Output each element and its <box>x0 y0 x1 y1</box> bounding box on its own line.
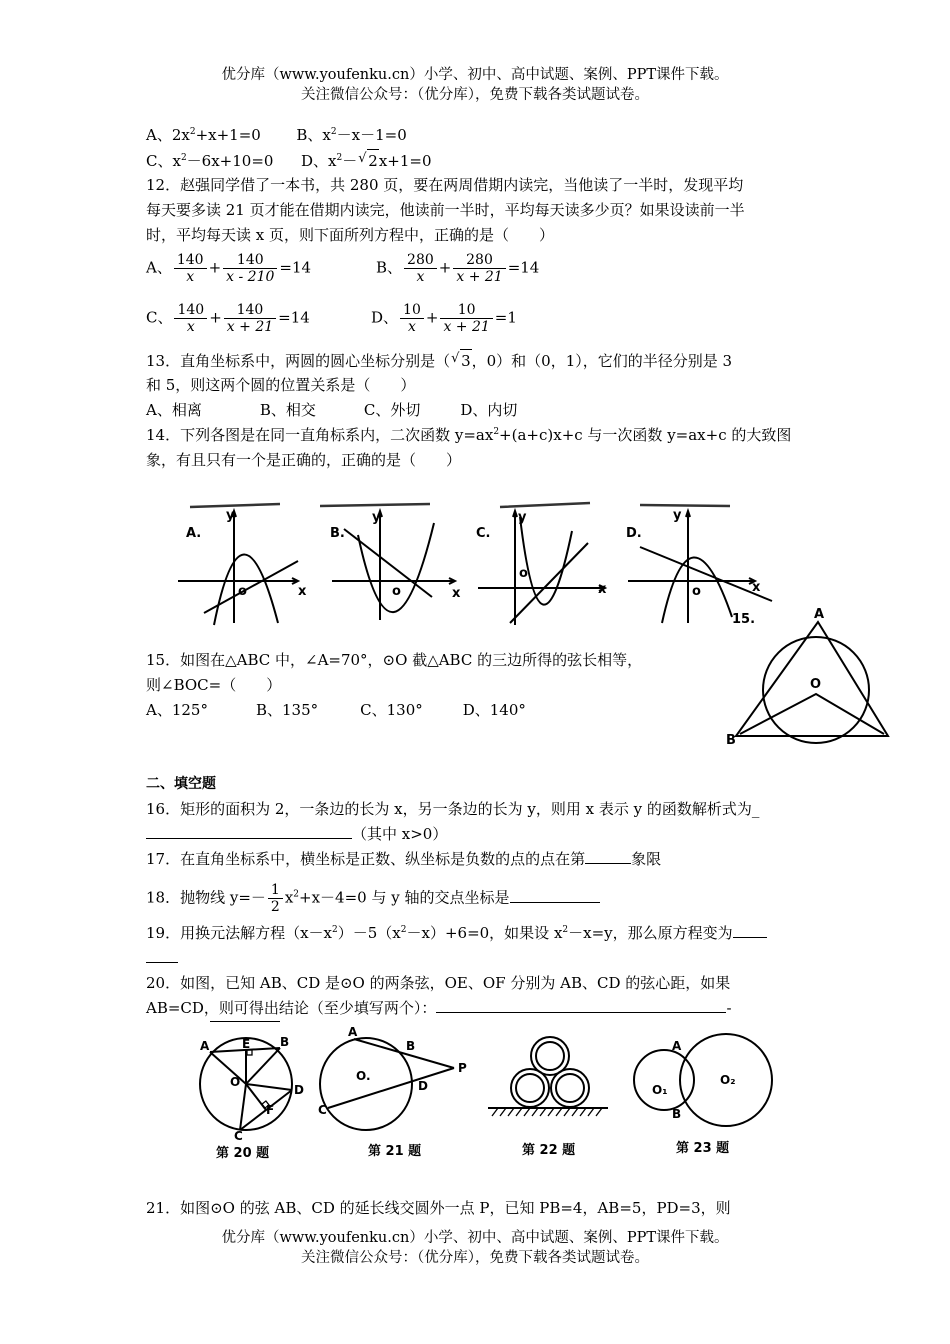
q19-answer-blank-cont[interactable] <box>146 947 178 963</box>
q20-answer-blank[interactable] <box>436 997 726 1013</box>
q15-line-2: 则∠BOC=（ ） <box>146 676 282 694</box>
graph-c-line <box>510 543 588 623</box>
q11-options-cd <box>146 149 432 172</box>
q12-line-1: 12．赵强同学借了一本书，共 280 页，要在两周借期内读完，当他读了一半时，发现平均 <box>146 176 744 194</box>
graph-b-label: B. <box>330 526 345 541</box>
fig15-label-a: A <box>814 607 825 622</box>
fig20-label-a: A <box>200 1039 210 1053</box>
q17-line: 17．在直角坐标系中，横坐标是正数、纵坐标是负数的点的点在第 象限 <box>146 850 662 868</box>
q14-line-1: 14．下列各图是在同一直角标系内，二次函数 $y=ax^2+(a+c)x+c$ 与一次函数 y=ax+c 的大致图 <box>146 426 792 444</box>
fig20-caption: 第 20 题 <box>216 1146 270 1161</box>
fig15-tag: 15. <box>732 612 756 627</box>
fig21-circle-secant <box>320 1038 454 1130</box>
fig22-stacked-pipes <box>488 1037 608 1116</box>
graph-a-label: A. <box>186 526 202 541</box>
graph-b-line <box>344 529 432 597</box>
fig20-label-o: O <box>230 1075 241 1089</box>
q16-line-1: 16．矩形的面积为 2，一条边的长为 x，另一条边的长为 y，则用 x 表示 y 的函数解析式为_ <box>146 800 760 818</box>
graph-a-x-label: x <box>298 584 307 599</box>
header-line-2: 关注微信公众号：（优分库），免费下载各类试题试卷。 <box>301 87 649 103</box>
fig21-label-d: D <box>418 1079 428 1093</box>
q11-option-b: B、$x^2-x-1=0$ <box>296 126 407 144</box>
q12-option-b: B、 $\frac{280}{x}$ + $\frac{280}{x + 21}$ =14 <box>376 252 540 285</box>
q18-answer-blank[interactable] <box>510 887 600 903</box>
fig20-label-e: E <box>242 1037 251 1051</box>
fig21-label-c: C <box>318 1103 327 1117</box>
fig21-label-p: P <box>458 1061 467 1075</box>
fig15-label-o: O <box>810 677 822 692</box>
q12-option-d: D、 $\frac{10}{x}$ + $\frac{10}{x + 21}$ =1 <box>371 302 517 335</box>
graph-d-label: D. <box>626 526 642 541</box>
graph-b-origin: o <box>392 584 401 599</box>
q19-line-2 <box>146 947 178 969</box>
fig23-label-o1: O₁ <box>652 1083 668 1097</box>
graph-a-origin: o <box>238 584 247 599</box>
q14-graphs-figure <box>170 495 810 635</box>
q12-option-c: C、 $\frac{140}{x}$ + $\frac{140}{x + 21}$ =14 <box>146 302 310 335</box>
graph-c-y-label: y <box>518 510 527 525</box>
graph-b <box>332 511 455 620</box>
q12-line-3: 时，平均每天读 x 页，则下面所列方程中，正确的是（ ） <box>146 226 554 244</box>
q16-line-2: （其中 x>0） <box>146 823 447 845</box>
q11-options-ab <box>146 124 407 146</box>
fig15-label-b: B <box>726 733 736 748</box>
q20-line-1: 20．如图，已知 AB、CD 是⊙O 的两条弦，OE、OF 分别为 AB、CD 的弦心距，如果 <box>146 974 731 992</box>
q16-answer-blank[interactable] <box>146 823 352 839</box>
graph-c-label: C. <box>476 526 491 541</box>
fig20-label-f: F <box>266 1103 275 1117</box>
fig20-label-d: D <box>294 1083 304 1097</box>
section-2-title: 二、填空题 <box>146 776 216 792</box>
q17-answer-blank[interactable] <box>585 848 631 864</box>
fig22-caption: 第 22 题 <box>522 1143 576 1158</box>
q15-options: A、125° B、135° C、130° D、140° <box>146 701 526 719</box>
q18-line: 18．抛物线 y=－ $\frac{1}{2}$ $x^2+x-4=0$ 与 y 轴的交点坐标是 <box>146 882 600 915</box>
fig21-label-b: B <box>406 1039 416 1053</box>
q11-option-a: A、$2x^2+x+1=0$ <box>146 126 261 144</box>
graph-b-y-label: y <box>372 510 381 525</box>
q15-triangle-figure <box>720 602 900 752</box>
fig23-label-o2: O₂ <box>720 1073 736 1087</box>
fig23-caption: 第 23 题 <box>676 1141 730 1156</box>
q19-line: 19．用换元法解方程$(x-x^2)-5(x^2-x)+6=0$，如果设 $x^2-x=y$，那么原方程变为 <box>146 922 767 944</box>
footer-line-2: 关注微信公众号：（优分库），免费下载各类试题试卷。 <box>301 1250 649 1266</box>
q13-line-2: 和 5，则这两个圆的位置关系是（ ） <box>146 376 416 394</box>
graph-d-x-label: x <box>752 580 761 595</box>
q11-option-c: C、$x^2-6x+10=0$ <box>146 152 274 170</box>
footer-line-1: 优分库（www.youfenku.cn）小学、初中、高中试题、案例、PPT课件下载。 <box>221 1230 729 1246</box>
fig23-label-b: B <box>672 1107 682 1121</box>
q13-line-1: 13．直角坐标系中，两圆的圆心坐标分别是（√ 3，0）和（0，1），它们的半径分别是 3 <box>146 349 732 372</box>
graph-c-parabola <box>520 517 572 605</box>
q11-option-d: D、$x^2-√$ 2x+1=0 <box>301 152 431 170</box>
fig21-label-a: A <box>348 1025 358 1039</box>
graph-a-y-label: y <box>226 508 235 523</box>
graph-d-origin: o <box>692 584 701 599</box>
q12-option-a: A、 $\frac{140}{x}$ + $\frac{140}{x - 210}$ =14 <box>146 252 312 285</box>
header-line-1: 优分库（www.youfenku.cn）小学、初中、高中试题、案例、PPT课件下载。 <box>221 67 729 83</box>
q20-line-2: AB=CD，则可得出结论（至少填写两个）： - <box>146 999 732 1017</box>
graph-c <box>478 511 605 625</box>
fig20-label-b: B <box>280 1035 290 1049</box>
fig23-label-a: A <box>672 1039 682 1053</box>
graph-a-line <box>204 561 298 613</box>
graph-b-x-label: x <box>452 586 461 601</box>
q14-line-2: 象，有且只有一个是正确的，正确的是（ ） <box>146 451 462 469</box>
q12-line-2: 每天要多读 21 页才能在借期内读完，他读前一半时，平均每天读多少页？如果设读前一半 <box>146 201 745 219</box>
graph-d-y-label: y <box>673 508 682 523</box>
graph-c-x-label: x <box>598 582 607 597</box>
fig20-label-c: C <box>234 1129 243 1143</box>
q13-options: A、相离 B、相交 C、外切 D、内切 <box>146 401 518 419</box>
q21-line-1: 21．如图⊙O 的弦 AB、CD 的延长线交圆外一点 P，已知 PB=4，AB=5，PD=3，则 <box>146 1199 731 1217</box>
fig20-circle-diagram <box>200 1038 292 1130</box>
fig21-caption: 第 21 题 <box>368 1144 422 1159</box>
graph-c-origin: o <box>519 566 528 581</box>
fig21-label-o: O. <box>356 1069 371 1083</box>
q15-line-1: 15．如图在△ABC 中，∠A=70°，⊙O 截△ABC 的三边所得的弦长相等， <box>146 651 643 669</box>
q19-answer-blank[interactable] <box>733 922 767 938</box>
fig23-intersecting-circles <box>634 1034 772 1126</box>
